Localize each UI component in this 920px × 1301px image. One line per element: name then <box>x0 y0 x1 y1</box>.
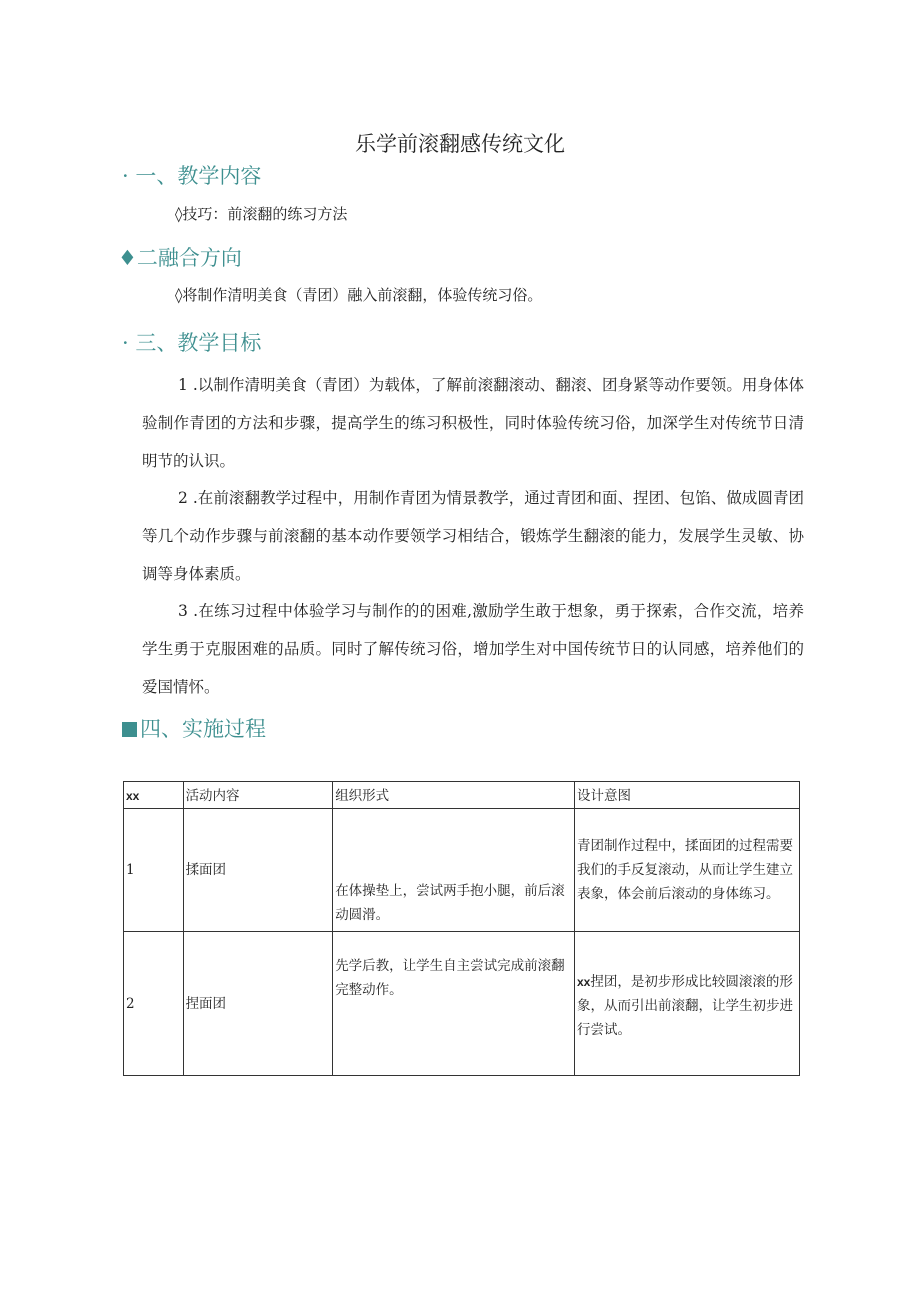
document-title: 乐学前滚翻感传统文化 <box>355 132 565 156</box>
section-heading-3-text: 三、教学目标 <box>135 331 262 355</box>
table-row <box>124 809 800 932</box>
header-number: xx <box>124 782 184 809</box>
section-heading-3 <box>122 327 261 357</box>
row-organization: 在体操垫上，尝试两手抱小腿，前后滚动圆滑。 <box>333 809 575 932</box>
row-intent <box>574 809 799 932</box>
section-heading-2-text: 二融合方向 <box>136 246 242 270</box>
objective-paragraph-1: 1 .以制作清明美食（青团）为载体，了解前滚翻滚动、翻滚、团身紧等动作要领。用身体体验制作青团的方法和步骤，提高学生的练习积极性，同时体验传统习俗，加深学生对传统节日清明节的认识。 <box>142 376 804 470</box>
section-heading-1-text: 一、教学内容 <box>135 164 262 188</box>
objective-paragraph-3: 3 .在练习过程中体验学习与制作的的困难,激励学生敢于想象，勇于探索，合作交流，培养学生勇于克服困难的品质。同时了解传统习俗，增加学生对中国传统节日的认同感，培养他们的爱国情怀。 <box>142 602 804 696</box>
row-intent-text: 捏团，是初步形成比较圆滚滚的形象，从而引出前滚翻，让学生初步进行尝试。 <box>576 974 793 1038</box>
bullet-dot: · <box>122 331 129 355</box>
diamond-bullet-icon: ♦ <box>118 246 137 270</box>
row-number: 2 <box>124 932 184 1076</box>
row-intent-prefix: xx <box>576 975 591 989</box>
table-row <box>124 932 800 1076</box>
section-heading-4-text: 四、实施过程 <box>140 717 266 741</box>
section-heading-1 <box>122 160 261 190</box>
section-heading-2 <box>118 242 242 272</box>
header-activity: 活动内容 <box>183 782 333 809</box>
row-number: 1 <box>124 809 184 932</box>
square-bullet-icon <box>122 722 137 737</box>
bullet-dot: · <box>122 164 129 188</box>
row-activity: 揉面团 <box>183 809 333 932</box>
row-activity: 捏面团 <box>183 932 333 1076</box>
section-2-item: ◊将制作清明美食（青团）融入前滚翻，体验传统习俗。 <box>175 286 543 304</box>
row-intent-text: 青团制作过程中，揉面团的过程需要我们的手反复滚动，从而让学生建立表象，体会前后滚动的身体练习。 <box>576 838 793 902</box>
table-header-row <box>124 782 800 809</box>
row-organization: 先学后教，让学生自主尝试完成前滚翻完整动作。 <box>333 932 575 1076</box>
row-intent <box>574 932 799 1076</box>
header-intent: 设计意图 <box>574 782 799 809</box>
header-organization: 组织形式 <box>333 782 575 809</box>
objective-paragraph-2: 2 .在前滚翻教学过程中，用制作青团为情景教学，通过青团和面、捏团、包馅、做成圆青团等几个动作步骤与前滚翻的基本动作要领学习相结合，锻炼学生翻滚的能力，发展学生灵敏、协调等身体素质。 <box>142 489 804 583</box>
implementation-table <box>123 781 800 1076</box>
section-heading-4 <box>122 713 266 743</box>
section-1-item: ◊技巧：前滚翻的练习方法 <box>175 205 348 223</box>
